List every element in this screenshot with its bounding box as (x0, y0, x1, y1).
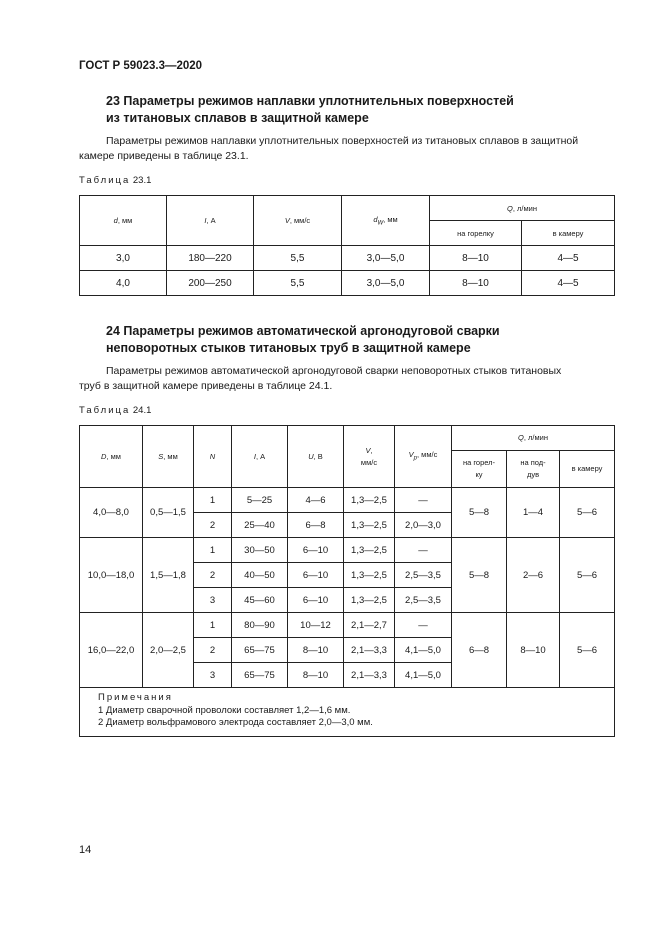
cell: 2 (194, 563, 232, 588)
section-23-title (106, 93, 514, 127)
section-23-paragraph (79, 134, 614, 164)
table-23-caption: Таблица 23.1 (79, 175, 152, 186)
cell: 65—75 (232, 638, 288, 663)
cell: 8—10 (288, 638, 344, 663)
cell: 4—5 (522, 271, 615, 296)
cell: 6—8 (288, 513, 344, 538)
table-23-1 (79, 195, 615, 296)
col-header-N: N (194, 426, 232, 488)
cell: — (395, 613, 452, 638)
cell: 4,1—5,0 (395, 638, 452, 663)
section-23-para-line2: камере приведены в таблице 23.1. (79, 150, 249, 162)
notes-title: Примечания (98, 692, 173, 703)
cell: 2,5—3,5 (395, 563, 452, 588)
cell: 1—4 (507, 488, 560, 538)
col-header-gas-flow: Q, л/мин (430, 196, 615, 221)
col-header-dw: $d_W$, мм (342, 196, 430, 246)
cell: 1 (194, 488, 232, 513)
table-row (80, 488, 615, 513)
col-header-chamber: в камеру (522, 221, 615, 246)
cell: 10,0—18,0 (80, 538, 143, 613)
section-23-title-line1: 23 Параметры режимов наплавки уплотнительных поверхностей (106, 94, 514, 108)
cell: 45—60 (232, 588, 288, 613)
col-header-gas-flow: Q, л/мин (452, 426, 615, 451)
cell: 4,0—8,0 (80, 488, 143, 538)
cell: — (395, 488, 452, 513)
table-row (80, 613, 615, 638)
cell: 2,1—3,3 (344, 638, 395, 663)
cell: 1,3—2,5 (344, 588, 395, 613)
col-header-D: D, мм (80, 426, 143, 488)
col-header-torch: на горелку (430, 221, 522, 246)
cell: 40—50 (232, 563, 288, 588)
cell: 2,0—2,5 (143, 613, 194, 688)
cell: 6—10 (288, 538, 344, 563)
cell: 1 (194, 538, 232, 563)
cell: 4,0 (80, 271, 167, 296)
col-header-Vp: $V_p$, мм/с (395, 426, 452, 488)
section-24-para-line1: Параметры режимов автоматической аргонодуговой сварки неповоротных стыков титановых (106, 365, 562, 377)
cell: 16,0—22,0 (80, 613, 143, 688)
cell: 1,3—2,5 (344, 488, 395, 513)
col-header-torch: на горел- ку (452, 451, 507, 488)
section-23-title-line2: из титановых сплавов в защитной камере (106, 111, 369, 125)
document-header: ГОСТ Р 59023.3—2020 (79, 60, 203, 72)
cell: 5—25 (232, 488, 288, 513)
cell: 2—6 (507, 538, 560, 613)
cell: 5—8 (452, 538, 507, 613)
cell: 1 (194, 613, 232, 638)
cell: 4—5 (522, 246, 615, 271)
cell: 6—10 (288, 563, 344, 588)
cell: 5—6 (560, 613, 615, 688)
cell: 80—90 (232, 613, 288, 638)
col-header-d: d, мм (80, 196, 167, 246)
cell: 180—220 (167, 246, 254, 271)
cell: 8—10 (507, 613, 560, 688)
cell: 25—40 (232, 513, 288, 538)
section-23-para-line1: Параметры режимов наплавки уплотнительных поверхностей из титановых сплавов в защитной (106, 135, 579, 147)
cell: 2,0—3,0 (395, 513, 452, 538)
col-header-backing: на под- дув (507, 451, 560, 488)
cell: 2 (194, 513, 232, 538)
cell: 5,5 (254, 246, 342, 271)
cell: 5—6 (560, 538, 615, 613)
cell: 1,3—2,5 (344, 563, 395, 588)
col-header-V: V, мм/с (344, 426, 395, 488)
col-header-speed: V, мм/с (254, 196, 342, 246)
col-header-S: S, мм (143, 426, 194, 488)
cell: 2,1—2,7 (344, 613, 395, 638)
table-row (80, 246, 615, 271)
table-row (80, 271, 615, 296)
cell: 5,5 (254, 271, 342, 296)
cell: 200—250 (167, 271, 254, 296)
section-24-title (106, 323, 500, 357)
cell: 6—8 (452, 613, 507, 688)
cell: 2,5—3,5 (395, 588, 452, 613)
cell: 3,0—5,0 (342, 246, 430, 271)
col-header-I: I, А (232, 426, 288, 488)
cell: 1,3—2,5 (344, 538, 395, 563)
cell: 8—10 (430, 271, 522, 296)
note-1: 1 Диаметр сварочной проволоки составляет 1,2—1,6 мм. (98, 704, 351, 716)
section-24-title-line1: 24 Параметры режимов автоматической аргонодуговой сварки (106, 324, 500, 338)
cell: 8—10 (430, 246, 522, 271)
cell: 6—10 (288, 588, 344, 613)
cell: — (395, 538, 452, 563)
cell: 10—12 (288, 613, 344, 638)
cell: 0,5—1,5 (143, 488, 194, 538)
table-row (80, 538, 615, 563)
table-notes (80, 688, 615, 737)
cell: 4,1—5,0 (395, 663, 452, 688)
cell: 3 (194, 588, 232, 613)
cell: 65—75 (232, 663, 288, 688)
col-header-U: U, В (288, 426, 344, 488)
section-24-title-line2: неповоротных стыков титановых труб в защитной камере (106, 341, 471, 355)
cell: 5—6 (560, 488, 615, 538)
col-header-chamber: в камеру (560, 451, 615, 488)
table-24-caption: Таблица 24.1 (79, 405, 152, 416)
page-number: 14 (79, 844, 92, 856)
cell: 3,0—5,0 (342, 271, 430, 296)
note-2: 2 Диаметр вольфрамового электрода составляет 2,0—3,0 мм. (98, 717, 373, 728)
cell: 2 (194, 638, 232, 663)
cell: 4—6 (288, 488, 344, 513)
cell: 3,0 (80, 246, 167, 271)
cell: 1,3—2,5 (344, 513, 395, 538)
cell: 5—8 (452, 488, 507, 538)
cell: 1,5—1,8 (143, 538, 194, 613)
cell: 2,1—3,3 (344, 663, 395, 688)
section-24-para-line2: труб в защитной камере приведены в таблице 24.1. (79, 380, 333, 392)
cell: 3 (194, 663, 232, 688)
section-24-paragraph (79, 364, 614, 394)
table-24-1 (79, 425, 615, 737)
cell: 30—50 (232, 538, 288, 563)
cell: 8—10 (288, 663, 344, 688)
col-header-current: I, А (167, 196, 254, 246)
